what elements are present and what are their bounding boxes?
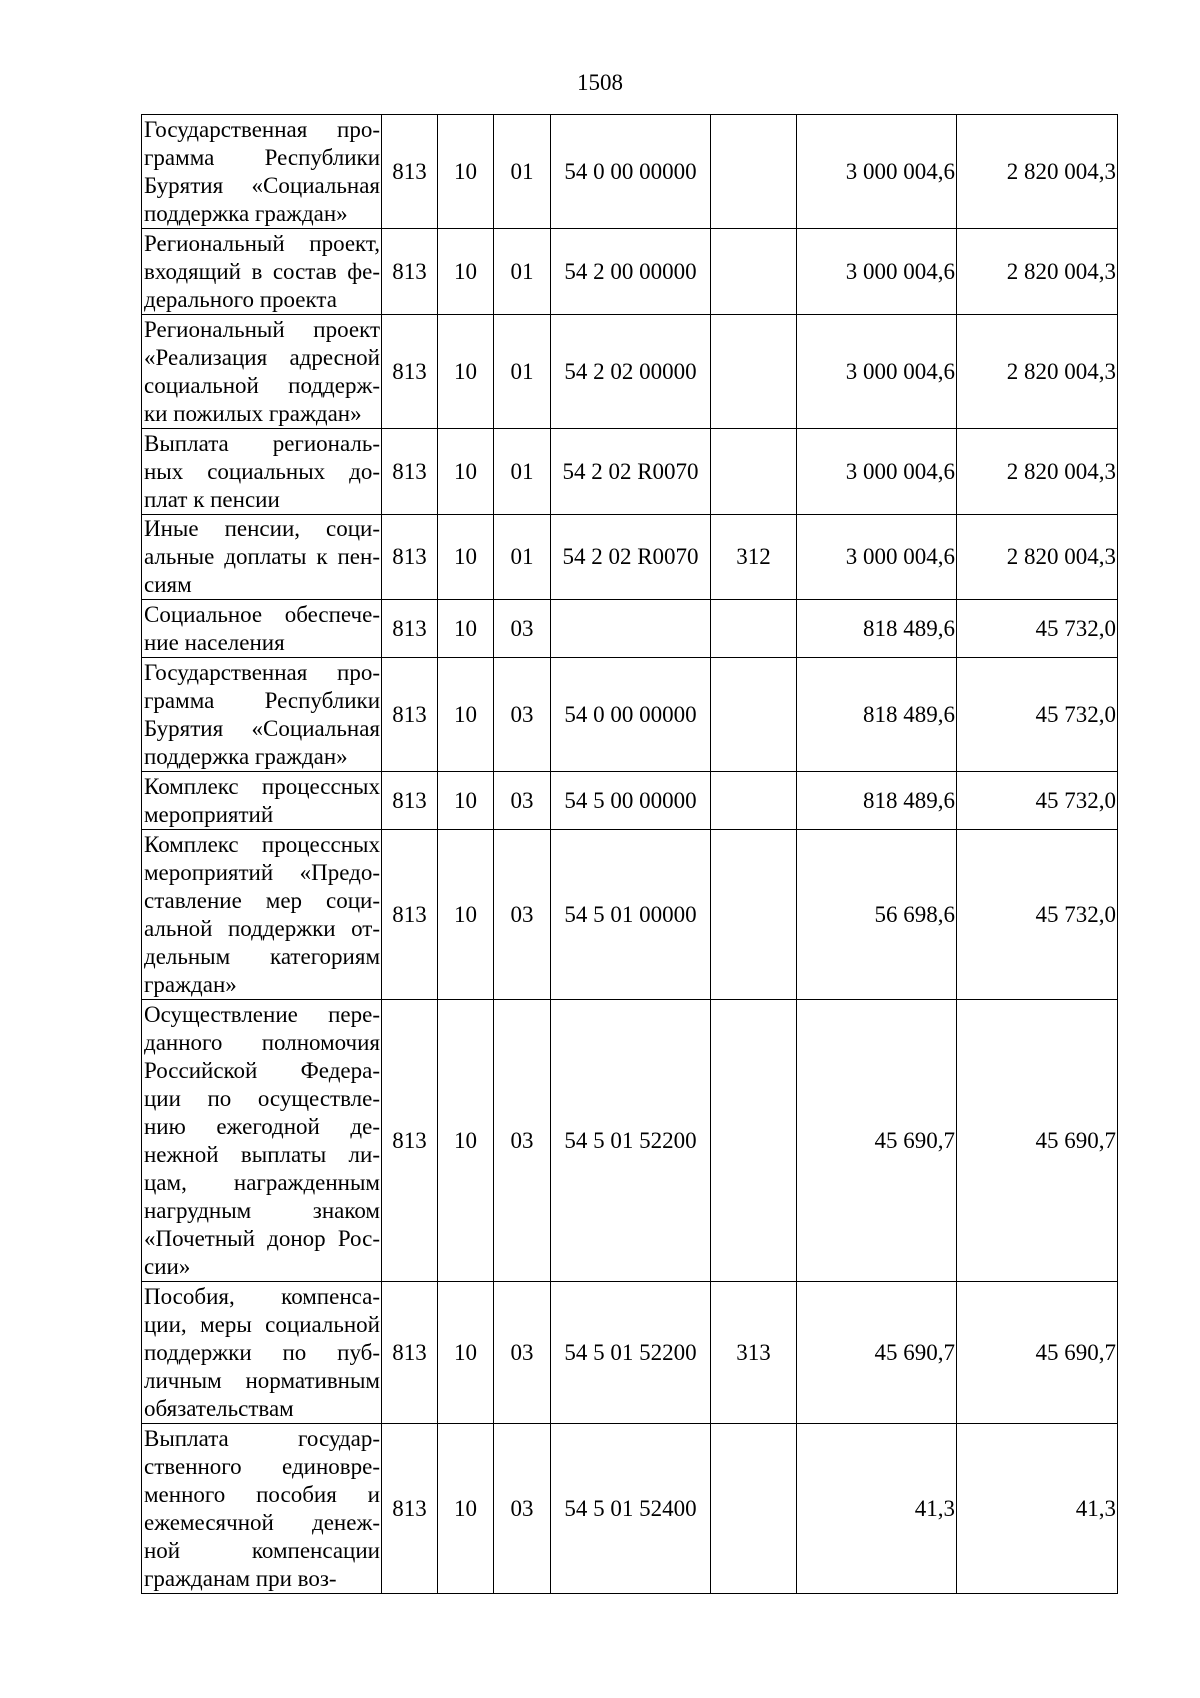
row-name-cell [142, 1000, 382, 1282]
amount-1-cell: 3 000 004,6 [797, 429, 957, 515]
row-name-line: нежной выплаты ли- [144, 1141, 380, 1167]
amount-2-cell: 2 820 004,3 [957, 515, 1118, 600]
row-name-line: менного пособия и [144, 1481, 380, 1507]
amount-1-cell: 3 000 004,6 [797, 315, 957, 429]
table-row [142, 1000, 1118, 1282]
row-name-line: личным нормативным [144, 1367, 380, 1393]
expense-type-cell [711, 429, 797, 515]
section-code-cell: 10 [438, 515, 494, 600]
target-article-cell: 54 5 00 00000 [551, 772, 711, 830]
row-name-line: Выплата государ- [144, 1425, 380, 1451]
row-name-line: ственного единовре- [144, 1453, 380, 1479]
target-article-cell: 54 5 01 52200 [551, 1282, 711, 1424]
row-name-line: граждан» [144, 971, 237, 997]
subsection-code-cell: 03 [494, 1424, 551, 1594]
expense-type-cell [711, 1000, 797, 1282]
subsection-code-cell: 01 [494, 115, 551, 229]
target-article-cell: 54 0 00 00000 [551, 115, 711, 229]
table-row [142, 315, 1118, 429]
expense-type-cell [711, 658, 797, 772]
row-name-cell [142, 1282, 382, 1424]
amount-1-cell: 818 489,6 [797, 600, 957, 658]
row-name-line: альной поддержки от- [144, 915, 380, 941]
row-name-line: данного полномочия [144, 1029, 380, 1055]
row-name-cell [142, 830, 382, 1000]
row-name-line: альные доплаты к пен- [144, 544, 380, 569]
target-article-cell: 54 5 01 52200 [551, 1000, 711, 1282]
row-name-line: «Почетный донор Рос- [144, 1225, 380, 1251]
target-article-cell: 54 2 02 00000 [551, 315, 711, 429]
row-name-line: ние населения [144, 629, 285, 655]
target-article-cell: 54 2 02 R0070 [551, 515, 711, 600]
row-name-line: Государственная про- [144, 116, 380, 142]
subsection-code-cell: 03 [494, 658, 551, 772]
section-code-cell: 10 [438, 229, 494, 315]
amount-2-cell: 2 820 004,3 [957, 429, 1118, 515]
table-row [142, 1424, 1118, 1594]
row-name-line: Осуществление пере- [144, 1001, 380, 1027]
row-name-line: входящий в состав фе- [144, 258, 380, 284]
amount-2-cell: 45 732,0 [957, 830, 1118, 1000]
subsection-code-cell: 01 [494, 229, 551, 315]
row-name-line: плат к пенсии [144, 486, 280, 512]
expense-type-cell [711, 830, 797, 1000]
table-row [142, 772, 1118, 830]
row-name-line: поддержки по пуб- [144, 1339, 380, 1365]
row-name-cell [142, 772, 382, 830]
ministry-code-cell: 813 [382, 830, 438, 1000]
row-name-line: Выплата региональ- [144, 430, 380, 456]
section-code-cell: 10 [438, 600, 494, 658]
expense-type-cell [711, 600, 797, 658]
row-name-cell [142, 658, 382, 772]
row-name-line: Социальное обеспече- [144, 601, 380, 627]
row-name-line: сии» [144, 1253, 191, 1279]
row-name-line: сиям [144, 572, 192, 597]
amount-2-cell: 45 690,7 [957, 1282, 1118, 1424]
amount-1-cell: 3 000 004,6 [797, 229, 957, 315]
row-name-cell [142, 229, 382, 315]
subsection-code-cell: 01 [494, 315, 551, 429]
row-name-cell [142, 115, 382, 229]
table-row [142, 830, 1118, 1000]
row-name-line: цам, награжденным [144, 1169, 380, 1195]
amount-2-cell: 45 732,0 [957, 658, 1118, 772]
expense-type-cell [711, 1424, 797, 1594]
amount-1-cell: 818 489,6 [797, 658, 957, 772]
budget-table [141, 114, 1118, 1594]
ministry-code-cell: 813 [382, 600, 438, 658]
row-name-line: ных социальных до- [144, 458, 380, 484]
expense-type-cell [711, 115, 797, 229]
target-article-cell: 54 5 01 00000 [551, 830, 711, 1000]
amount-1-cell: 818 489,6 [797, 772, 957, 830]
amount-1-cell: 3 000 004,6 [797, 515, 957, 600]
row-name-line: поддержка граждан» [144, 200, 348, 226]
row-name-cell [142, 315, 382, 429]
section-code-cell: 10 [438, 830, 494, 1000]
row-name-line: ции по осуществле- [144, 1085, 380, 1111]
row-name-line: ки пожилых граждан» [144, 400, 362, 426]
amount-2-cell: 45 732,0 [957, 772, 1118, 830]
target-article-cell: 54 0 00 00000 [551, 658, 711, 772]
expense-type-cell [711, 315, 797, 429]
amount-2-cell: 2 820 004,3 [957, 315, 1118, 429]
expense-type-cell [711, 229, 797, 315]
section-code-cell: 10 [438, 315, 494, 429]
row-name-line: нагрудным знаком [144, 1197, 380, 1223]
row-name-line: Российской Федера- [144, 1057, 380, 1083]
row-name-line: гражданам при воз- [144, 1565, 337, 1591]
target-article-cell: 54 2 02 R0070 [551, 429, 711, 515]
subsection-code-cell: 01 [494, 429, 551, 515]
amount-1-cell: 3 000 004,6 [797, 115, 957, 229]
ministry-code-cell: 813 [382, 1000, 438, 1282]
table-row [142, 600, 1118, 658]
row-name-line: социальной поддерж- [144, 372, 380, 398]
ministry-code-cell: 813 [382, 1424, 438, 1594]
subsection-code-cell: 01 [494, 515, 551, 600]
ministry-code-cell: 813 [382, 515, 438, 600]
section-code-cell: 10 [438, 658, 494, 772]
row-name-cell [142, 1424, 382, 1594]
amount-2-cell: 45 690,7 [957, 1000, 1118, 1282]
ministry-code-cell: 813 [382, 772, 438, 830]
target-article-cell [551, 600, 711, 658]
ministry-code-cell: 813 [382, 115, 438, 229]
expense-type-cell: 312 [711, 515, 797, 600]
subsection-code-cell: 03 [494, 1000, 551, 1282]
row-name-line: мероприятий [144, 801, 274, 827]
subsection-code-cell: 03 [494, 600, 551, 658]
row-name-line: обязательствам [144, 1395, 294, 1421]
section-code-cell: 10 [438, 772, 494, 830]
section-code-cell: 10 [438, 429, 494, 515]
table-body [142, 115, 1118, 1594]
page-number: 1508 [577, 70, 623, 95]
row-name-line: Иные пенсии, соци- [144, 516, 380, 541]
ministry-code-cell: 813 [382, 1282, 438, 1424]
row-name-line: ной компенсации [144, 1537, 380, 1563]
table-row [142, 658, 1118, 772]
target-article-cell: 54 2 00 00000 [551, 229, 711, 315]
row-name-line: дельным категориям [144, 943, 380, 969]
ministry-code-cell: 813 [382, 658, 438, 772]
section-code-cell: 10 [438, 1000, 494, 1282]
row-name-line: нию ежегодной де- [144, 1113, 380, 1139]
row-name-line: грамма Республики [144, 144, 380, 170]
row-name-line: Региональный проект, [144, 230, 380, 256]
expense-type-cell: 313 [711, 1282, 797, 1424]
row-name-line: грамма Республики [144, 687, 380, 713]
section-code-cell: 10 [438, 1424, 494, 1594]
ministry-code-cell: 813 [382, 429, 438, 515]
amount-2-cell: 45 732,0 [957, 600, 1118, 658]
row-name-cell [142, 515, 382, 600]
ministry-code-cell: 813 [382, 315, 438, 429]
expense-type-cell [711, 772, 797, 830]
row-name-line: мероприятий «Предо- [144, 859, 380, 885]
subsection-code-cell: 03 [494, 772, 551, 830]
amount-1-cell: 45 690,7 [797, 1000, 957, 1282]
subsection-code-cell: 03 [494, 830, 551, 1000]
amount-2-cell: 2 820 004,3 [957, 229, 1118, 315]
ministry-code-cell: 813 [382, 229, 438, 315]
row-name-line: Региональный проект [144, 316, 380, 342]
row-name-line: ции, меры социальной [144, 1311, 380, 1337]
row-name-cell [142, 429, 382, 515]
row-name-line: Комплекс процессных [144, 831, 380, 857]
target-article-cell: 54 5 01 52400 [551, 1424, 711, 1594]
section-code-cell: 10 [438, 1282, 494, 1424]
section-code-cell: 10 [438, 115, 494, 229]
row-name-line: Государственная про- [144, 659, 380, 685]
amount-1-cell: 45 690,7 [797, 1282, 957, 1424]
amount-1-cell: 41,3 [797, 1424, 957, 1594]
row-name-line: Комплекс процессных [144, 773, 380, 799]
row-name-cell [142, 600, 382, 658]
row-name-line: ставление мер соци- [144, 887, 380, 913]
row-name-line: ежемесячной денеж- [144, 1509, 380, 1535]
table-row [142, 1282, 1118, 1424]
table-row [142, 429, 1118, 515]
amount-2-cell: 2 820 004,3 [957, 115, 1118, 229]
amount-2-cell: 41,3 [957, 1424, 1118, 1594]
row-name-line: Бурятия «Социальная [144, 172, 380, 198]
row-name-line: Бурятия «Социальная [144, 715, 380, 741]
amount-1-cell: 56 698,6 [797, 830, 957, 1000]
row-name-line: дерального проекта [144, 286, 337, 312]
row-name-line: поддержка граждан» [144, 743, 348, 769]
row-name-line: Пособия, компенса- [144, 1283, 380, 1309]
table-row [142, 229, 1118, 315]
subsection-code-cell: 03 [494, 1282, 551, 1424]
row-name-line: «Реализация адресной [144, 344, 380, 370]
table-row [142, 115, 1118, 229]
table-row [142, 515, 1118, 600]
